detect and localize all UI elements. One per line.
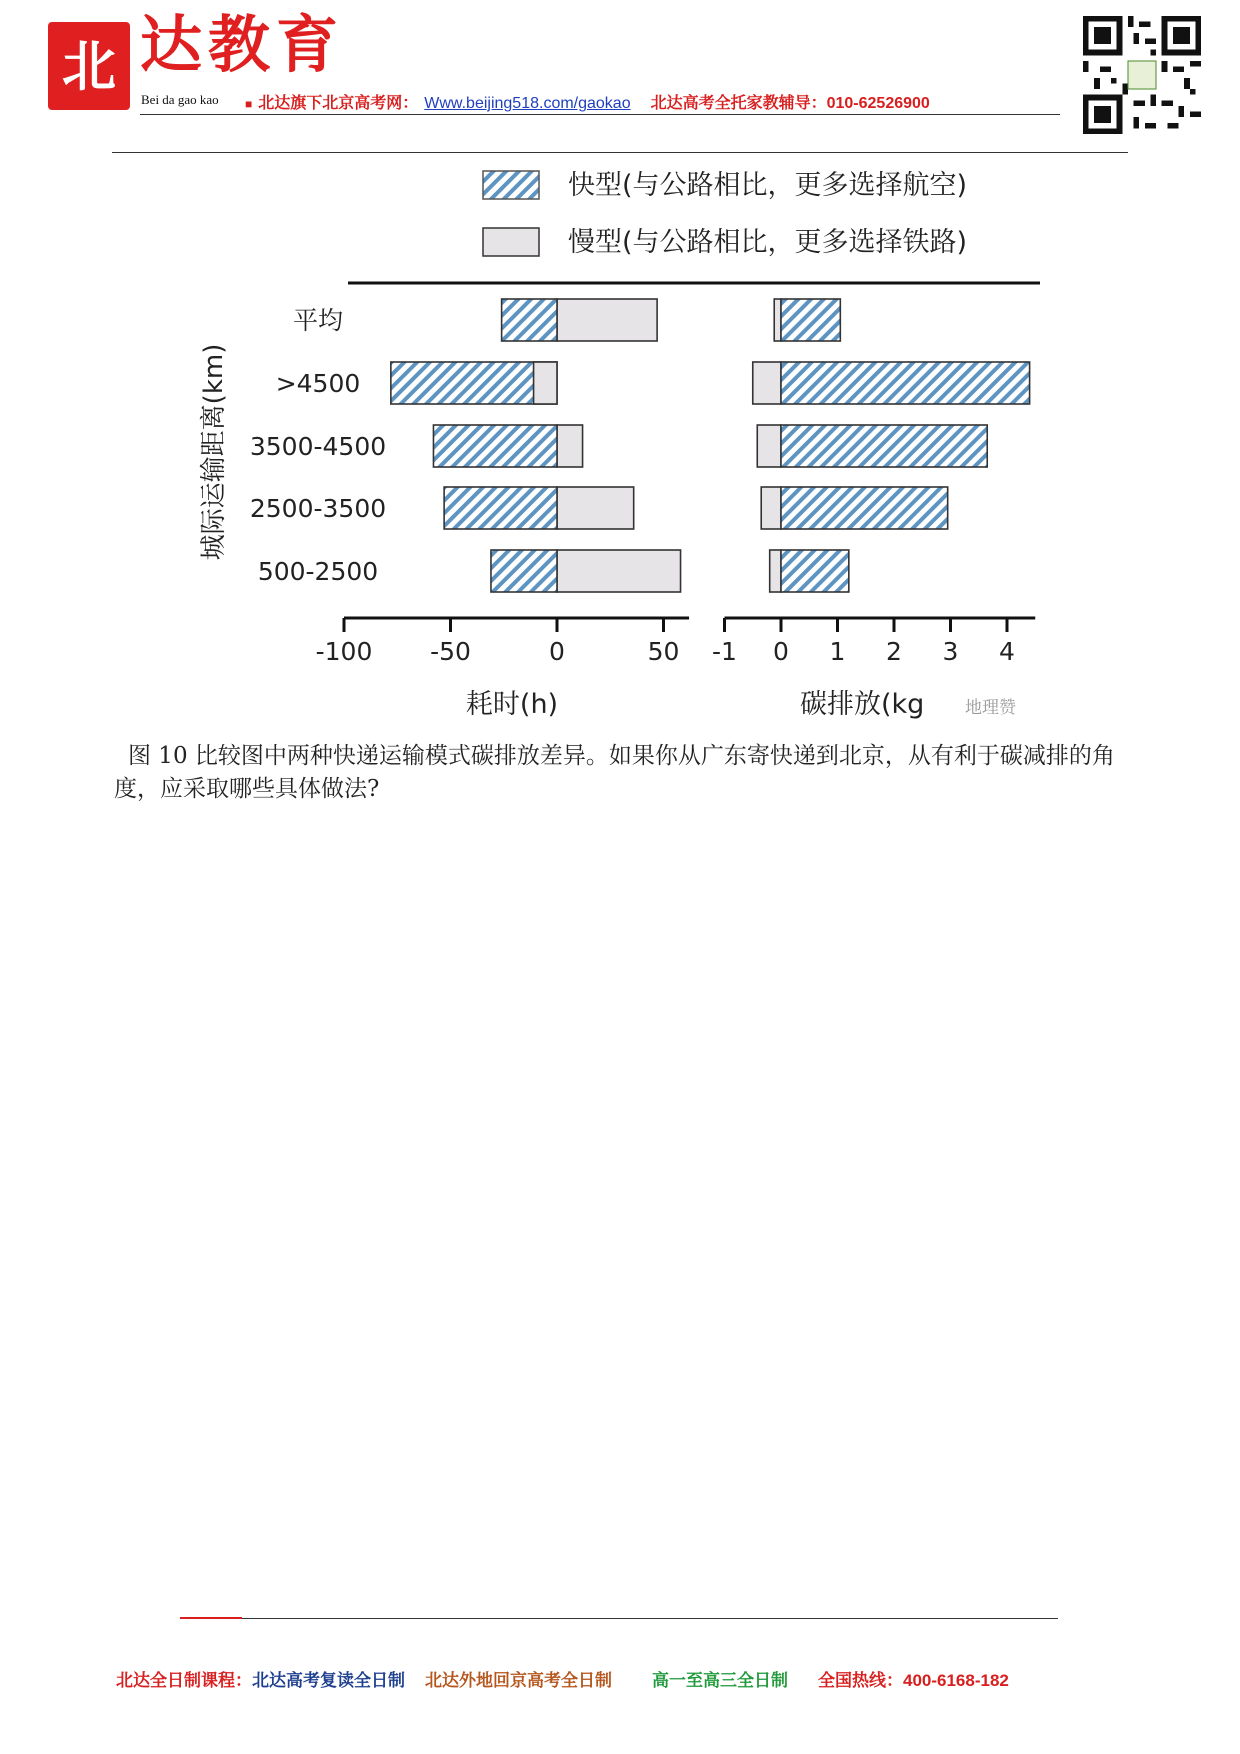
site-url-link[interactable]: Www.beijing518.com/gaokao <box>424 95 631 112</box>
footer-course-1: 北达高考复读全日制 <box>252 1671 405 1690</box>
legend-label-fast: 快型(与公路相比，更多选择航空) <box>568 170 968 201</box>
time-bars <box>391 299 681 592</box>
chart-canvas <box>0 0 1240 760</box>
square-bullet-icon: ■ <box>245 97 253 111</box>
carbon-tick-label: 1 <box>829 637 846 666</box>
category-label: >4500 <box>275 369 361 398</box>
footer-divider <box>180 1618 1058 1619</box>
brand-logo-glyph: 北 <box>62 34 116 98</box>
time-tick-label: 50 <box>647 637 680 666</box>
carbon-tick-label: 4 <box>999 637 1015 666</box>
bar-fast <box>491 550 557 592</box>
bar-slow <box>557 425 583 467</box>
time-tick-label: -100 <box>315 637 373 666</box>
site-label: 北达旗下北京高考网： <box>258 95 419 112</box>
bar-slow <box>557 299 657 341</box>
legend-swatch-fast <box>483 171 539 199</box>
carbon-tick-label: 2 <box>886 637 902 666</box>
question-text: 图 10 比较图中两种快递运输模式碳排放差异。如果你从广东寄快递到北京，从有利于碳减排的角度，应采取哪些具体做法? <box>114 743 1115 802</box>
legend-label-slow: 慢型(与公路相比，更多选择铁路) <box>568 227 968 258</box>
bar-fast <box>781 550 849 592</box>
bar-slow <box>557 550 681 592</box>
category-label: 3500-4500 <box>249 432 387 461</box>
carbon-tick-label: 0 <box>773 637 789 666</box>
bar-fast <box>781 362 1030 404</box>
bar-slow <box>534 362 557 404</box>
footer-course-2: 北达外地回京高考全日制 <box>425 1671 612 1690</box>
bar-fast <box>502 299 557 341</box>
carbon-tick-label: 3 <box>942 637 959 666</box>
bar-slow <box>770 550 781 592</box>
footer-divider-accent <box>180 1617 242 1619</box>
bar-slow <box>761 487 781 529</box>
carbon-bars <box>753 299 1030 592</box>
time-axis-title: 耗时(h) <box>465 689 559 720</box>
bar-slow <box>557 487 634 529</box>
footer-bar <box>116 1666 1009 1691</box>
bar-fast <box>444 487 557 529</box>
category-label: 500-2500 <box>257 557 379 586</box>
bar-slow <box>774 299 781 341</box>
footer-hotline: 全国热线：400-6168-182 <box>818 1671 1009 1690</box>
bar-slow <box>757 425 781 467</box>
bar-slow <box>753 362 781 404</box>
brand-subtitle: Bei da gao kao <box>141 92 219 107</box>
chart-axes <box>316 618 1036 666</box>
category-label: 2500-3500 <box>249 494 387 523</box>
time-tick-label: -50 <box>430 637 471 666</box>
legend-swatch-slow <box>483 228 539 256</box>
bar-fast <box>433 425 557 467</box>
category-label: 平均 <box>292 306 344 335</box>
y-axis-label: 城际运输距离(km) <box>199 343 229 561</box>
brand-name: 达教育 <box>140 8 345 81</box>
carbon-axis-title: 碳排放(kg <box>800 689 925 720</box>
bar-fast <box>781 487 948 529</box>
bar-fast <box>781 425 987 467</box>
watermark: 地理赞 <box>965 698 1016 718</box>
time-tick-label: 0 <box>549 637 565 666</box>
footer-label: 北达全日制课程： <box>116 1671 252 1690</box>
transport-comparison-chart <box>0 0 1240 760</box>
bar-fast <box>391 362 557 404</box>
footer-course-3: 高一至高三全日制 <box>652 1671 788 1690</box>
carbon-tick-label: -1 <box>712 637 737 666</box>
category-labels <box>250 306 386 586</box>
tutor-label: 北达高考全托家教辅导：010-62526900 <box>650 95 930 112</box>
bar-fast <box>781 299 840 341</box>
